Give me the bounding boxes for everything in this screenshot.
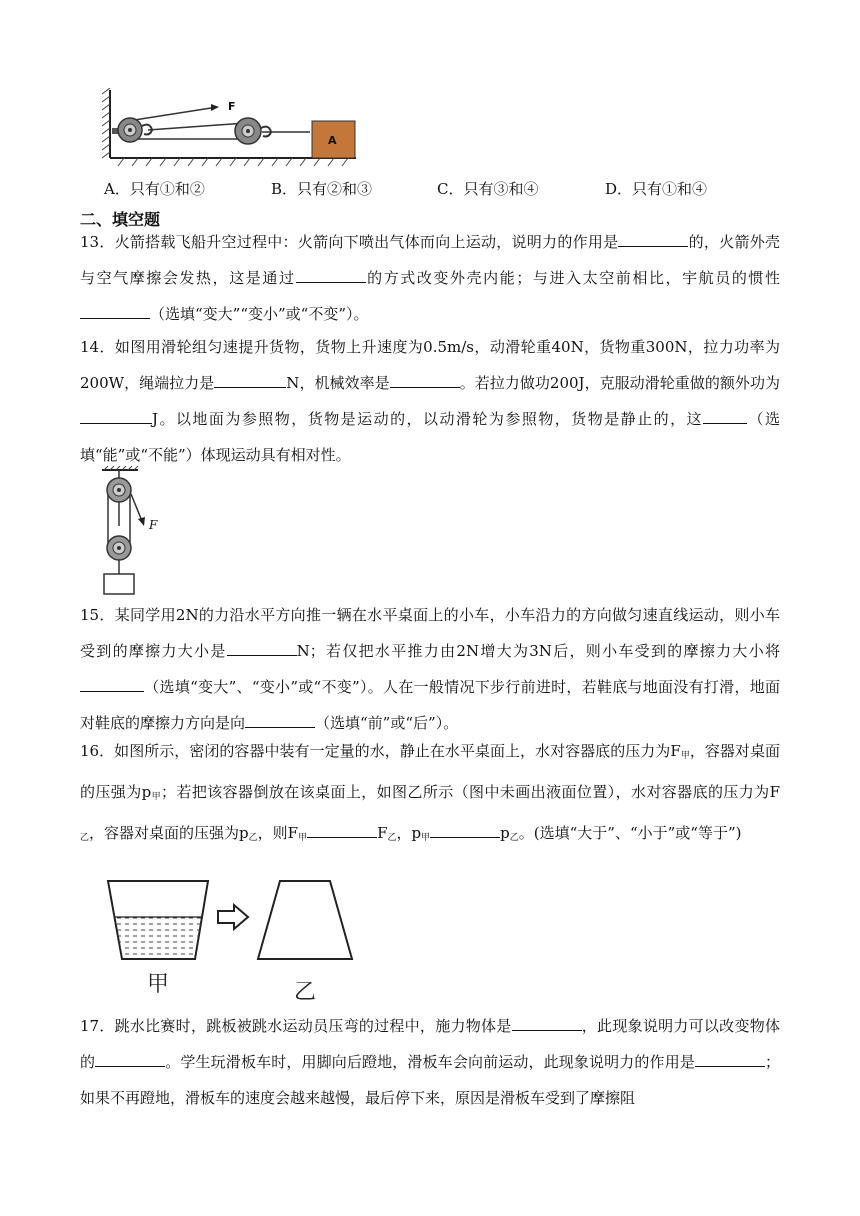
q17-blank-1[interactable] [512,1012,582,1031]
q13-blank-2[interactable] [296,264,366,283]
q16-blank-1[interactable] [307,819,377,838]
q16-number: 16． [80,742,115,760]
force-f-label: F [149,518,158,532]
q15-blank-1[interactable] [227,637,297,656]
subscript-jia: 甲 [421,833,431,843]
q16-text: ，容器对桌面的压强为p [89,824,249,842]
label-yi: 乙 [293,980,317,1003]
option-c[interactable]: C．只有③和④ [437,180,539,198]
q14-blank-2[interactable] [390,369,460,388]
force-f-label: F [228,100,236,113]
pulley-block-figure [98,88,363,168]
option-a[interactable]: A．只有①和② [104,180,205,198]
q13-text: 火箭搭载飞船升空过程中：火箭向下喷出气体而向上运动，说明力的作用是 [114,233,619,251]
container-figure [100,873,360,1003]
q14-blank-1[interactable] [214,369,286,388]
q17-text: ，此现象说明力可以改变物体的 [80,1017,780,1071]
subscript-yi: 乙 [509,833,519,843]
q17-text: 。学生玩滑板车时，用脚向后蹬地，滑板车会向前运动，此现象说明力的作用是 [165,1053,695,1071]
subscript-yi: 乙 [248,833,258,843]
subscript-jia: 甲 [151,792,162,802]
q17-blank-2[interactable] [95,1048,165,1067]
question-15 [80,597,780,741]
q17-text: ；如果不再蹬地，滑板车的速度会越来越慢，最后停下来，原因是滑板车受到了摩擦阻 [80,1053,780,1107]
question-17 [80,1008,780,1116]
q16-text: 如图所示，密闭的容器中装有一定量的水，静止在水平桌面上，水对容器底的压力为F [114,742,681,760]
option-d[interactable]: D．只有①和④ [605,180,708,198]
section-title: 二、填空题 [80,210,161,229]
subscript-jia: 甲 [680,751,690,761]
q14-text: 。若拉力做功200J，克服动滑轮重做的额外功为 [459,374,780,392]
q16-text: ，则F [257,824,299,842]
q14-text: N，机械效率是 [286,374,390,392]
q17-text: 跳水比赛时，跳板被跳水运动员压弯的过程中，施力物体是 [114,1017,512,1035]
block-a-label: A [328,134,337,147]
q14-blank-3[interactable] [80,405,152,424]
q12-options [0,178,860,202]
q17-number: 17． [80,1017,115,1035]
q16-text: 。(选填“大于”、“小于”或“等于”) [518,824,742,842]
q16-blank-2[interactable] [430,819,500,838]
q16-text: F [377,824,388,842]
q13-text: （选填“变大”“变小”或“不变”）。 [150,305,369,323]
q16-text: p [500,824,510,842]
label-jia: 甲 [146,972,170,997]
q16-text: ，容器对桌面的压强为p [80,742,780,801]
q14-text: （选填“能”或“不能”）体现运动具有相对性。 [80,410,780,464]
pulley-lift-figure [98,466,178,596]
subscript-yi: 乙 [80,833,90,843]
q17-blank-3[interactable] [695,1048,765,1067]
q15-text: 某同学用2N的力沿水平方向推一辆在水平桌面上的小车，小车沿力的方向做匀速直线运动，则小车受到的摩擦力大小是 [80,606,780,660]
q15-text: （选填“变大”、“变小”或“不变”）。人在一般情况下步行前进时，若鞋底与地面没有打滑，地面对鞋底的摩擦力方向是向 [80,678,780,732]
q15-number: 15． [80,606,115,624]
q13-blank-3[interactable] [80,300,150,319]
q15-text: （选填“前”或“后”）。 [315,714,459,732]
question-14 [80,329,780,473]
q13-blank-1[interactable] [618,228,688,247]
question-13 [80,224,780,332]
question-16 [80,733,780,856]
q15-text: N；若仅把水平推力由2N增大为3N后，则小车受到的摩擦力大小将 [296,642,780,660]
option-b[interactable]: B．只有②和③ [271,180,373,198]
q14-number: 14． [80,338,115,356]
q15-blank-2[interactable] [80,673,144,692]
q14-blank-4[interactable] [703,405,747,424]
subscript-yi: 乙 [387,833,397,843]
q14-text: J。以地面为参照物，货物是运动的，以动滑轮为参照物，货物是静止的，这 [152,410,704,428]
q16-text: ，p [396,824,422,842]
q13-text: 的方式改变外壳内能；与进入太空前相比，宇航员的惯性 [365,269,780,287]
q13-number: 13． [80,233,115,251]
q13-text: 的，火箭外壳与空气摩擦会发热，这是通过 [80,233,780,287]
q16-text: ；若把该容器倒放在该桌面上，如图乙所示（图中未画出液面位置），水对容器底的压力为F [161,783,780,801]
subscript-jia: 甲 [298,833,308,843]
q15-blank-3[interactable] [245,709,315,728]
q14-text: 如图用滑轮组匀速提升货物，货物上升速度为0.5m/s，动滑轮重40N，货物重300N，拉力功率为200W，绳端拉力是 [80,338,780,392]
